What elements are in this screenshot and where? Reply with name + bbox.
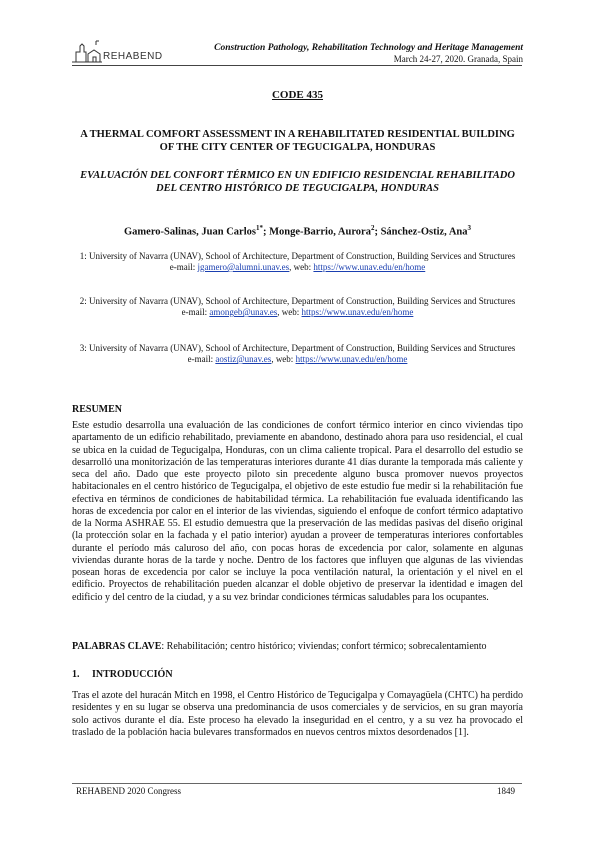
author-superscript: 3 — [467, 224, 471, 232]
keywords — [72, 641, 523, 653]
author-superscript: 2 — [370, 224, 375, 232]
web-link[interactable]: https://www.unav.edu/en/home — [313, 262, 426, 272]
web-label: , web: — [289, 262, 314, 272]
email-link[interactable]: jgamero@alumni.unav.es — [197, 262, 290, 272]
header-divider — [72, 65, 522, 66]
section-heading-introduccion — [72, 669, 173, 680]
intro-paragraph: Tras el azote del huracán Mitch en 1998, el Centro Histórico de Tegucigalpa y Comayagüela (CHTC) ha perdido residentes y en su lugar se observa una predominancia de usos comerciales y de servicios, en su gran mayoría solo activos durante el día. Este proceso ha elevado la inseguridad en el centro, y a su vez ha provocado el traslado de la población hacia bulevares transformados en nuevos centros mixtos desordenados [1]. — [72, 690, 523, 738]
paper-code: CODE 435 — [271, 89, 324, 101]
email-label: e-mail: — [187, 354, 216, 364]
affiliation-text: 3: University of Navarra (UNAV), School of Architecture, Department of Construction, Building Services and Structures — [79, 343, 516, 353]
footer-congress: REHABEND 2020 Congress — [76, 786, 181, 796]
keywords-text: : Rehabilitación; centro histórico; viviendas; confort térmico; sobrecalentamiento — [161, 641, 487, 652]
author-name: Monge-Barrio, Aurora — [269, 226, 371, 238]
affiliation-text: 1: University of Navarra (UNAV), School of Architecture, Department of Construction, Building Services and Structures — [79, 251, 516, 261]
email-link[interactable]: aostiz@unav.es — [215, 354, 272, 364]
email-label: e-mail: — [181, 307, 210, 317]
affiliation-3 — [72, 343, 523, 365]
affiliation-text: 2: University of Navarra (UNAV), School of Architecture, Department of Construction, Building Services and Structures — [79, 296, 516, 306]
author-superscript: 1 — [255, 224, 260, 232]
section-number: 1. — [72, 669, 80, 680]
page-number: 1849 — [497, 786, 515, 796]
affiliation-1 — [72, 251, 523, 273]
resumen-heading: RESUMEN — [72, 404, 123, 415]
web-label: , web: — [271, 354, 296, 364]
email-label: e-mail: — [169, 262, 198, 272]
title-spanish: EVALUACIÓN DEL CONFORT TÉRMICO EN UN EDIFICIO RESIDENCIAL REHABILITADO DEL CENTRO HISTÓRICO DE TEGUCIGALPA, HONDURAS — [80, 170, 515, 194]
keywords-label: PALABRAS CLAVE — [72, 641, 162, 652]
author-list — [72, 224, 523, 238]
author-separator: ; — [374, 226, 381, 238]
rehabend-logo — [72, 36, 172, 64]
footer-divider — [72, 783, 522, 784]
section-title: INTRODUCCIÓN — [92, 669, 173, 680]
resumen-text: Este estudio desarrolla una evaluación de las condiciones de confort térmico interior en cinco viviendas tipo apartamento de un edificio rehabilitado, previamente en abandono, destinado ahora para uso residencial, el cual se ubica en la cuidad de Tegucigalpa, Honduras, con un clima caliente tropical. Para el desarrollo del estudio se desarrolló una monitorización de las temperaturas interiores durante 41 días durante la temporada más caliente y seca del año. Dado que este proyecto piloto sin precedente alguno busca promover nuevos proyectos habitacionales en el centro histórico de Tegucigalpa, el objetivo de este estudio fue medir si la rehabilitación fue efectiva en términos de condiciones de habitabilidad térmica. La rehabilitación fue evaluada identificando las horas de excedencia por calor en el interior de las viviendas, siguiendo el enfoque de confort térmico adaptativo de la Norma ASHRAE 55. El estudio demuestra que la preservación de las medidas pasivas del diseño original (la protección solar en la fachada y el patio interior) ayudan a proveer de temperaturas interiores confortables durante el período más caluroso del año, con pocas horas de excedencia por calor, solamente en algunas viviendas durante horas de la tarde y noche. Dentro de los factores que influyen que algunas de las viviendas posean horas de excedencia por calor se incluye la poca ventilación natural, la orientación y el nivel en el edificio. Proyectos de rehabilitación pueden alcanzar el doble objetivo de preservar la identidad e imagen del edificio y del centro de la ciudad, y a su vez brindar condiciones térmicas saludables para los ocupantes. — [72, 420, 523, 603]
web-link[interactable]: https://www.unav.edu/en/home — [301, 307, 414, 317]
logo-graphic — [72, 36, 172, 64]
logo-text: REHABEND — [103, 51, 163, 62]
author-name: Gamero-Salinas, Juan Carlos — [124, 226, 256, 238]
conference-title: Construction Pathology, Rehabilitation Technology and Heritage Management — [214, 43, 523, 53]
web-link[interactable]: https://www.unav.edu/en/home — [295, 354, 408, 364]
email-link[interactable]: amongeb@unav.es — [209, 307, 278, 317]
title-english: A THERMAL COMFORT ASSESSMENT IN A REHABILITATED RESIDENTIAL BUILDING OF THE CITY CENTER OF TEGUCIGALPA, HONDURAS — [80, 129, 515, 153]
conference-dates: March 24-27, 2020. Granada, Spain — [393, 54, 523, 64]
author-separator: ; — [262, 226, 270, 238]
corresponding-mark: * — [259, 224, 263, 232]
web-label: , web: — [277, 307, 302, 317]
author-name: Sánchez-Ostiz, Ana — [380, 226, 468, 238]
affiliation-2 — [72, 296, 523, 318]
